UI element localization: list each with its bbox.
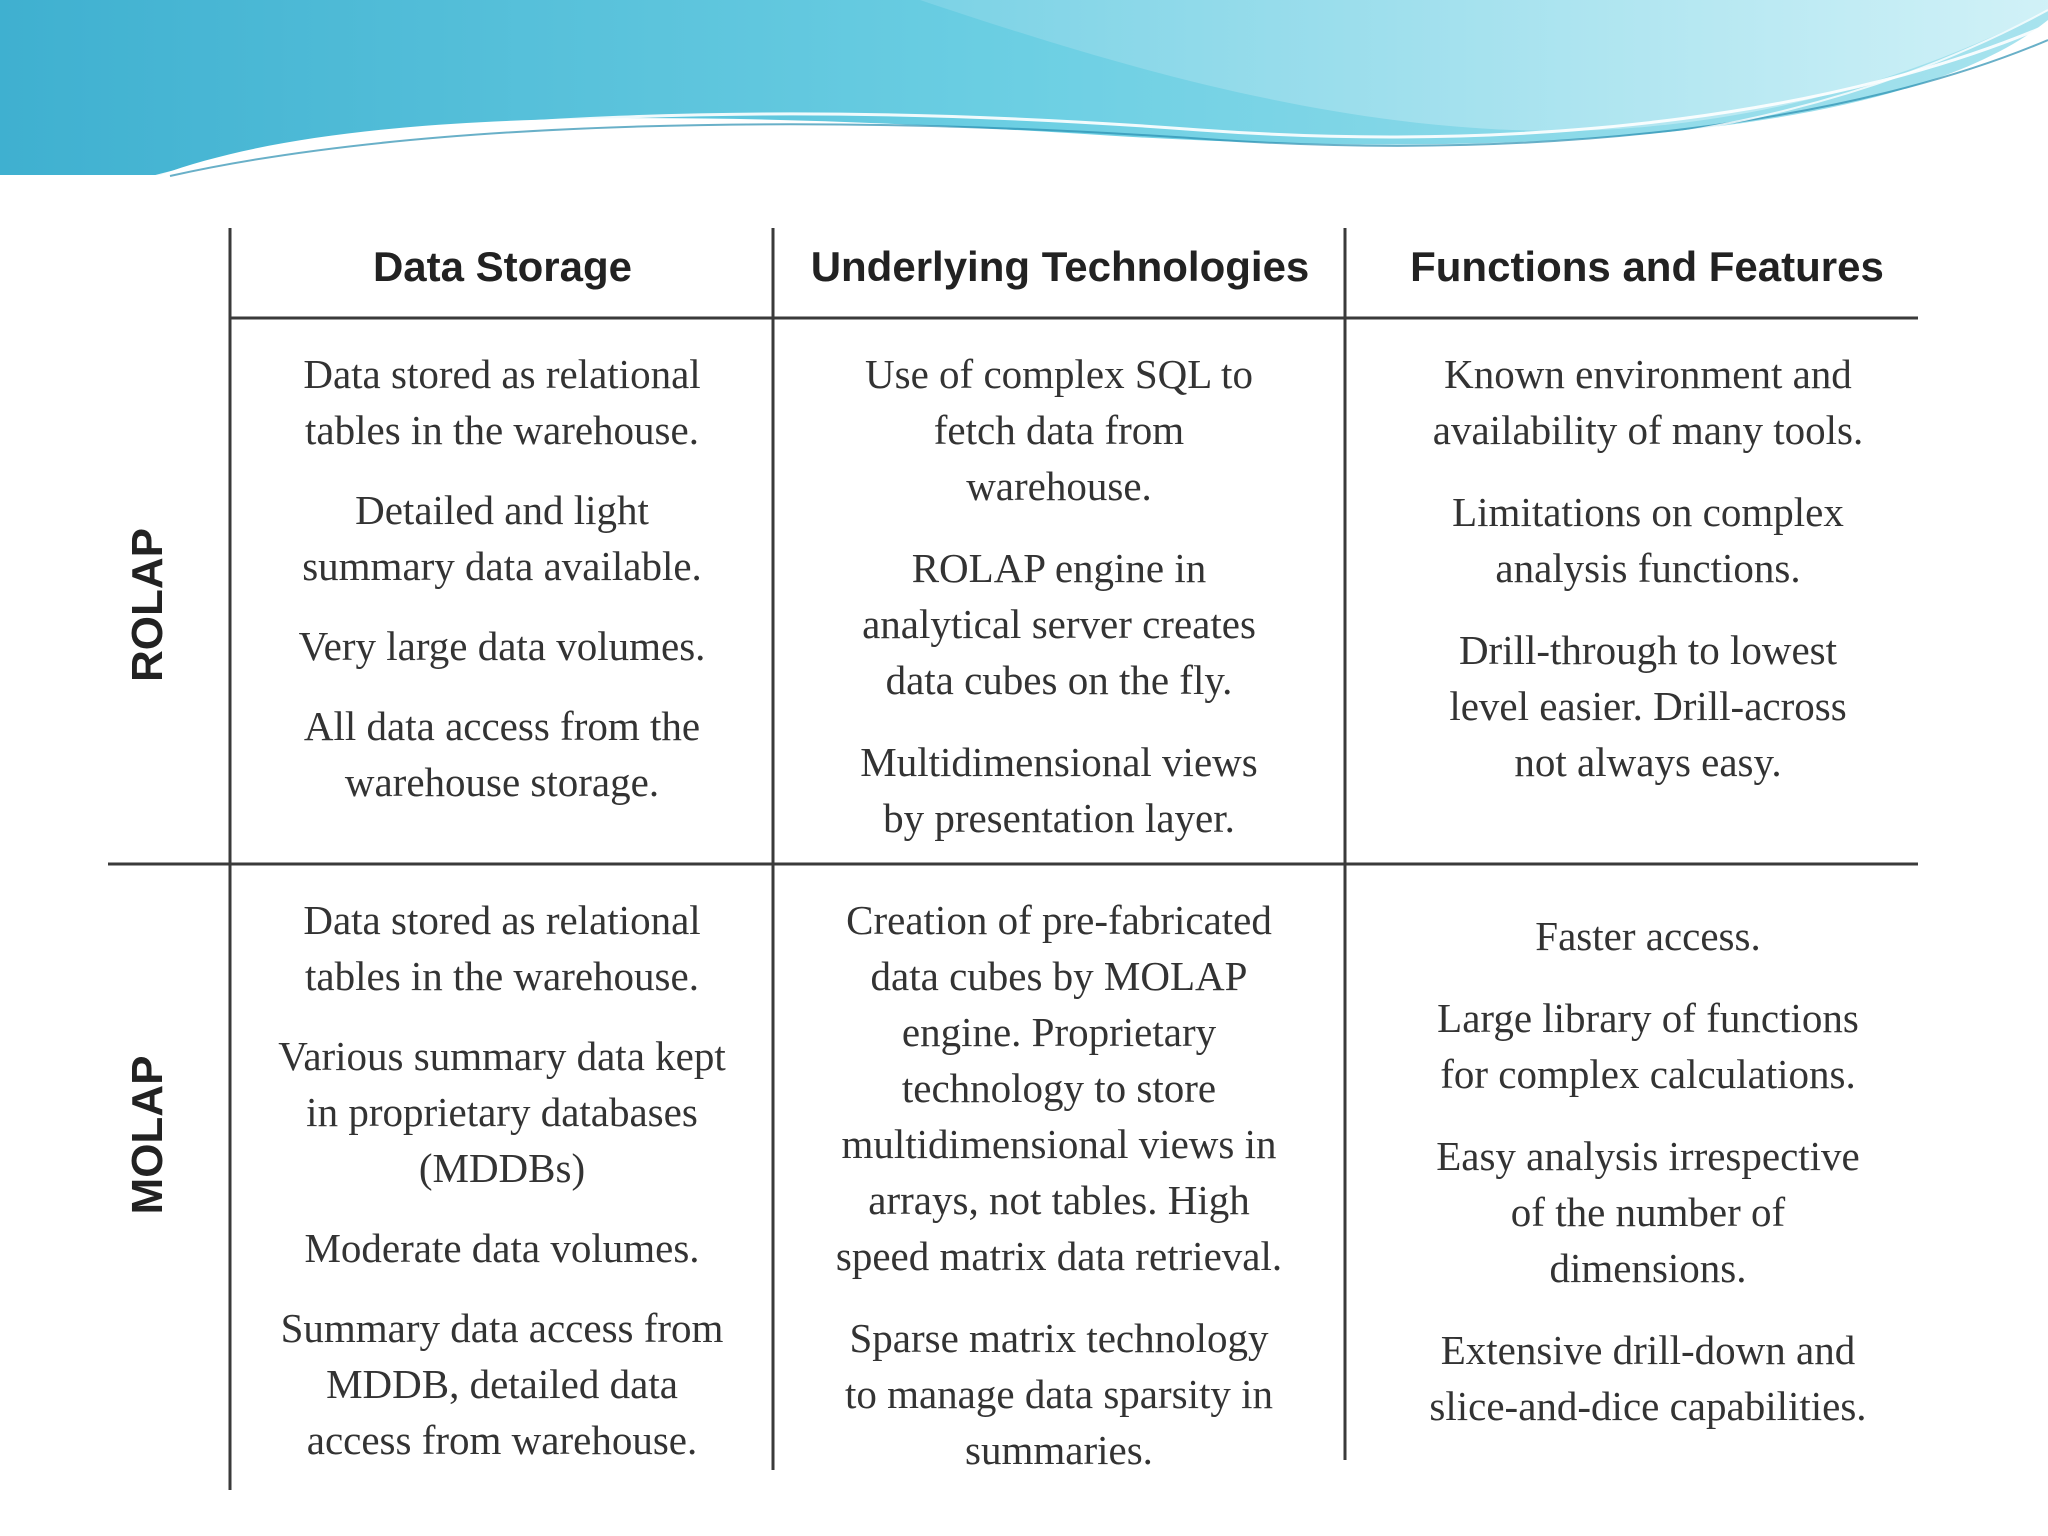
molap-underlying-technologies-cell [778,892,1340,1478]
cell-text: Drill-through to lowest level easier. Drill-across not always easy. [1449,627,1847,785]
rolap-data-storage-cell [236,346,768,810]
cell-text: Easy analysis irrespective of the number of dimensions. [1436,1133,1860,1291]
cell-text: Use of complex SQL to fetch data from warehouse. [865,351,1253,509]
cell-text: Data stored as relational tables in the warehouse. [303,351,701,453]
cell-text: Limitations on complex analysis functions. [1452,489,1844,591]
cell-text: Detailed and light summary data available. [302,487,702,589]
cell-text: Multidimensional views by presentation layer. [860,739,1258,841]
cell-text: Creation of pre-fabricated data cubes by MOLAP engine. Proprietary technology to store multidimensional views in arrays, not tables. High speed matrix data retrieval. [835,897,1283,1279]
cell-text: Faster access. [1535,913,1761,959]
cell-text: ROLAP engine in analytical server creates data cubes on the fly. [862,545,1256,703]
column-header-data-storage: Data Storage [372,243,633,290]
cell-text: All data access from the warehouse storage. [303,703,701,805]
cell-text: Known environment and availability of many tools. [1432,351,1864,453]
cell-text: Sparse matrix technology to manage data sparsity in summaries. [844,1315,1274,1473]
cell-text: Very large data volumes. [298,623,706,669]
rolap-underlying-technologies-cell [778,346,1340,846]
column-header-functions-and-features: Functions and Features [1410,243,1884,290]
cell-text: Various summary data kept in proprietary databases (MDDBs) [278,1033,726,1191]
molap-data-storage-cell [236,892,768,1468]
cell-text: Large library of functions for complex calculations. [1437,995,1859,1097]
cell-text: Extensive drill-down and slice-and-dice capabilities. [1429,1327,1867,1429]
molap-functions-features-cell [1350,908,1946,1434]
cell-text: Moderate data volumes. [304,1225,700,1271]
column-header-underlying-technologies: Underlying Technologies [810,243,1310,290]
rolap-functions-features-cell [1350,346,1946,790]
cell-text: Data stored as relational tables in the warehouse. [303,897,701,999]
cell-text: Summary data access from MDDB, detailed data access from warehouse. [280,1305,724,1463]
row-label-rolap: ROLAP [123,528,172,682]
row-label-molap: MOLAP [123,1055,172,1215]
